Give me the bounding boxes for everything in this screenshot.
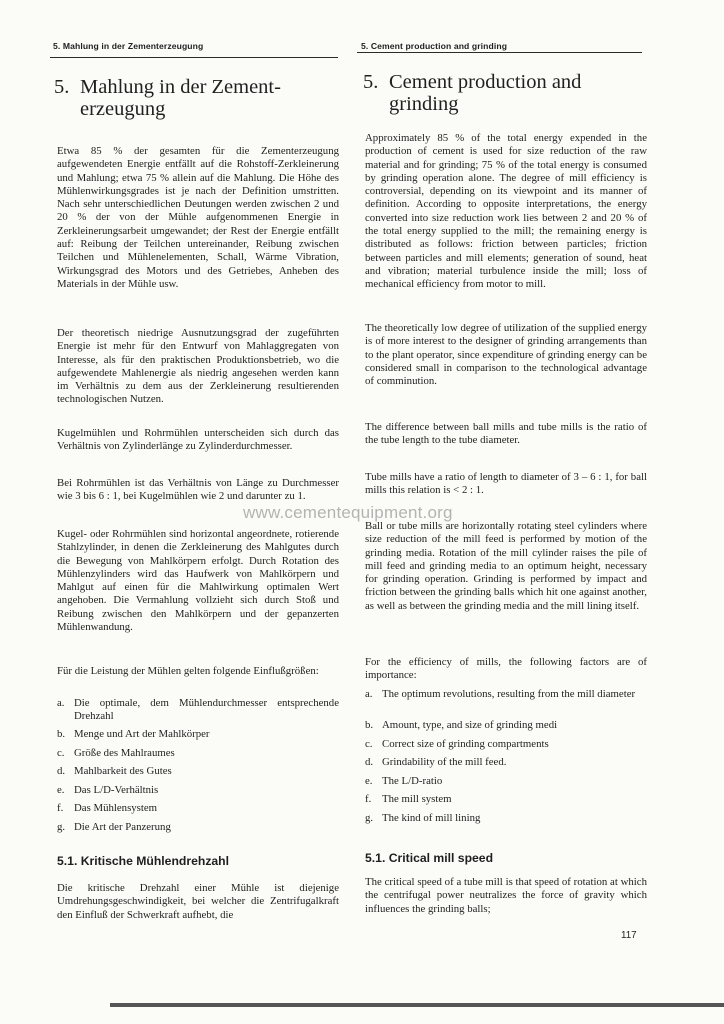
german-factor-list <box>57 697 339 839</box>
page-number: 117 <box>621 930 637 941</box>
english-paragraph-5: Ball or tube mills are horizontally rotating steel cylinders where size reduction of the mill feed is performed by motion of the grinding media. Rotation of the mill cylinder raises the pile of mill feed and grinding media to an optimum height, necessary for grinding operation. Grinding is performed by impact and friction between the grinding balls which hit one against another, as well as between the grinding media and the mill lining itself. <box>365 520 647 612</box>
header-rule-right <box>357 52 642 53</box>
list-item: f. The mill system <box>365 793 452 805</box>
list-item: b. Menge und Art der Mahlkörper <box>57 728 210 740</box>
english-paragraph-6: For the efficiency of mills, the following factors are of importance: <box>365 656 647 682</box>
header-rule-left <box>50 57 338 58</box>
english-paragraph-7: The critical speed of a tube mill is that speed of rotation at which the centrifugal power neutralizes the force of gravity which influences the grinding balls; <box>365 876 647 915</box>
english-factor-list <box>365 688 647 830</box>
german-paragraph-7: Die kritische Drehzahl einer Mühle ist diejenige Umdrehungsgeschwindigkeit, bei welcher die Zentrifugalkraft den Einfluß der Schwerkraft aufhebt, die <box>57 882 339 921</box>
list-item: g. The kind of mill lining <box>365 811 481 824</box>
list-item: g. Die Art der Panzerung <box>57 820 171 833</box>
list-item: b. Amount, type, and size of grinding medi <box>365 719 558 731</box>
scan-edge-bar <box>110 1003 724 1007</box>
english-subsection-title: 5.1. Critical mill speed <box>365 851 494 865</box>
german-paragraph-3: Kugelmühlen und Rohrmühlen unterscheiden sich durch das Verhältnis von Zylinderlänge zu Zylinderdurchmesser. <box>57 427 339 453</box>
german-paragraph-5: Kugel- oder Rohrmühlen sind horizontal angeordnete, rotierende Stahlzylinder, in denen die Zerkleinerung des Mahlgutes durch die Bewegung von Mahlkörpern erfolgt. Durch Rotation des Mühlenzylinders wird das Haufwerk von Mahlkörpern und Mahlgut auf einen für die Mahlwirkung optimalen Wert angehoben. Die Vermahlung vollzieht sich durch Stoß und Reibung zwischen den Mahlkörpern und der gepanzerten Mühlenwandung. <box>57 528 339 634</box>
running-head-german: 5. Mahlung in der Zementerzeugung <box>53 41 204 51</box>
english-paragraph-1: Approximately 85 % of the total energy expended in the production of cement is used for size reduction of the raw material and for grinding; 75 % of the total energy is consumed by grinding operation alone. The degree of mill efficiency is controversial, depending on its viewpoint and its manner of definition. According to opposite interpretations, the energy converted into size reduction work lies between 2 and 20 % of the total energy supplied to the mill; the remaining energy is distributed as follows: friction between particles; friction between particles and mill elements; generation of sound, heat and vibration; material turbulence inside the mill; loss of mechanical efficiency from motor to mill. <box>365 132 647 291</box>
german-paragraph-2: Der theoretisch niedrige Ausnutzungsgrad der zugeführten Energie ist mehr für den Entwurf von Mahlaggregaten von Interesse, als für den praktischen Produktionsbetrieb, wo die aufgewendete Mahlenergie als niedrig angesehen werden kann im Verhältnis zu dem aus der Zerkleinerung resultierenden technologischen Nutzen. <box>57 327 339 406</box>
list-item: c. Correct size of grinding compartments <box>365 737 549 750</box>
list-item: c. Größe des Mahlraumes <box>57 746 175 759</box>
english-paragraph-3: The difference between ball mills and tube mills is the ratio of the tube length to the tube diameter. <box>365 421 647 447</box>
english-chapter-title: 5. Cement production and grinding <box>363 71 582 115</box>
english-paragraph-2: The theoretically low degree of utilization of the supplied energy is of more interest to the designer of grinding arrangements than to the plant operator, since expenditure of grinding energy can be considered small in comparison to the technological advantage of comminution. <box>365 322 647 388</box>
list-item: a. Die optimale, dem Mühlendurchmesser entsprechende Drehzahl <box>57 697 339 723</box>
watermark: www.cementequipment.org <box>243 503 453 522</box>
german-paragraph-1: Etwa 85 % der gesamten für die Zementerzeugung aufgewendeten Energie entfällt auf die Rohstoff-Zerkleinerung und Mahlung; etwa 75 % allein auf die Mahlung. Die Höhe des Mühlenwirkungsgrades ist je nach der Definition umstritten. Nach sehr unterschiedlichen Deutungen werden zwischen 2 und 20 % der von der Mühle aufgenommenen Energie in Zerkleinerungsarbeit umgewandet; der Rest der Energie entfällt auf: Reibung der Teilchen untereinander, Reibung zwischen Teilchen und Mühlenelementen, Schall, Wärme Vibration, Wirkungsgrad des Motors und des Getriebes, Anheben des Materials in der Mühle usw. <box>57 145 339 290</box>
list-item: f. Das Mühlensystem <box>57 802 158 814</box>
running-head-english: 5. Cement production and grinding <box>361 41 508 51</box>
german-paragraph-6: Für die Leistung der Mühlen gelten folgende Einflußgrößen: <box>57 665 319 677</box>
list-item: a. The optimum revolutions, resulting from the mill diameter <box>365 688 636 700</box>
list-item: d. Grindability of the mill feed. <box>365 756 507 768</box>
list-item: d. Mahlbarkeit des Gutes <box>57 765 172 777</box>
list-item: e. The L/D-ratio <box>365 774 443 787</box>
german-chapter-title: 5. Mahlung in der Zement- erzeugung <box>54 76 281 120</box>
english-paragraph-4: Tube mills have a ratio of length to diameter of 3 – 6 : 1, for ball mills this relation is < 2 : 1. <box>365 471 647 497</box>
german-paragraph-4: Bei Rohrmühlen ist das Verhältnis von Länge zu Durchmesser wie 3 bis 6 : 1, bei Kugelmühlen wie 2 und darunter zu 1. <box>57 477 339 503</box>
list-item: e. Das L/D-Verhältnis <box>57 783 159 796</box>
german-subsection-title: 5.1. Kritische Mühlendrehzahl <box>57 854 230 868</box>
